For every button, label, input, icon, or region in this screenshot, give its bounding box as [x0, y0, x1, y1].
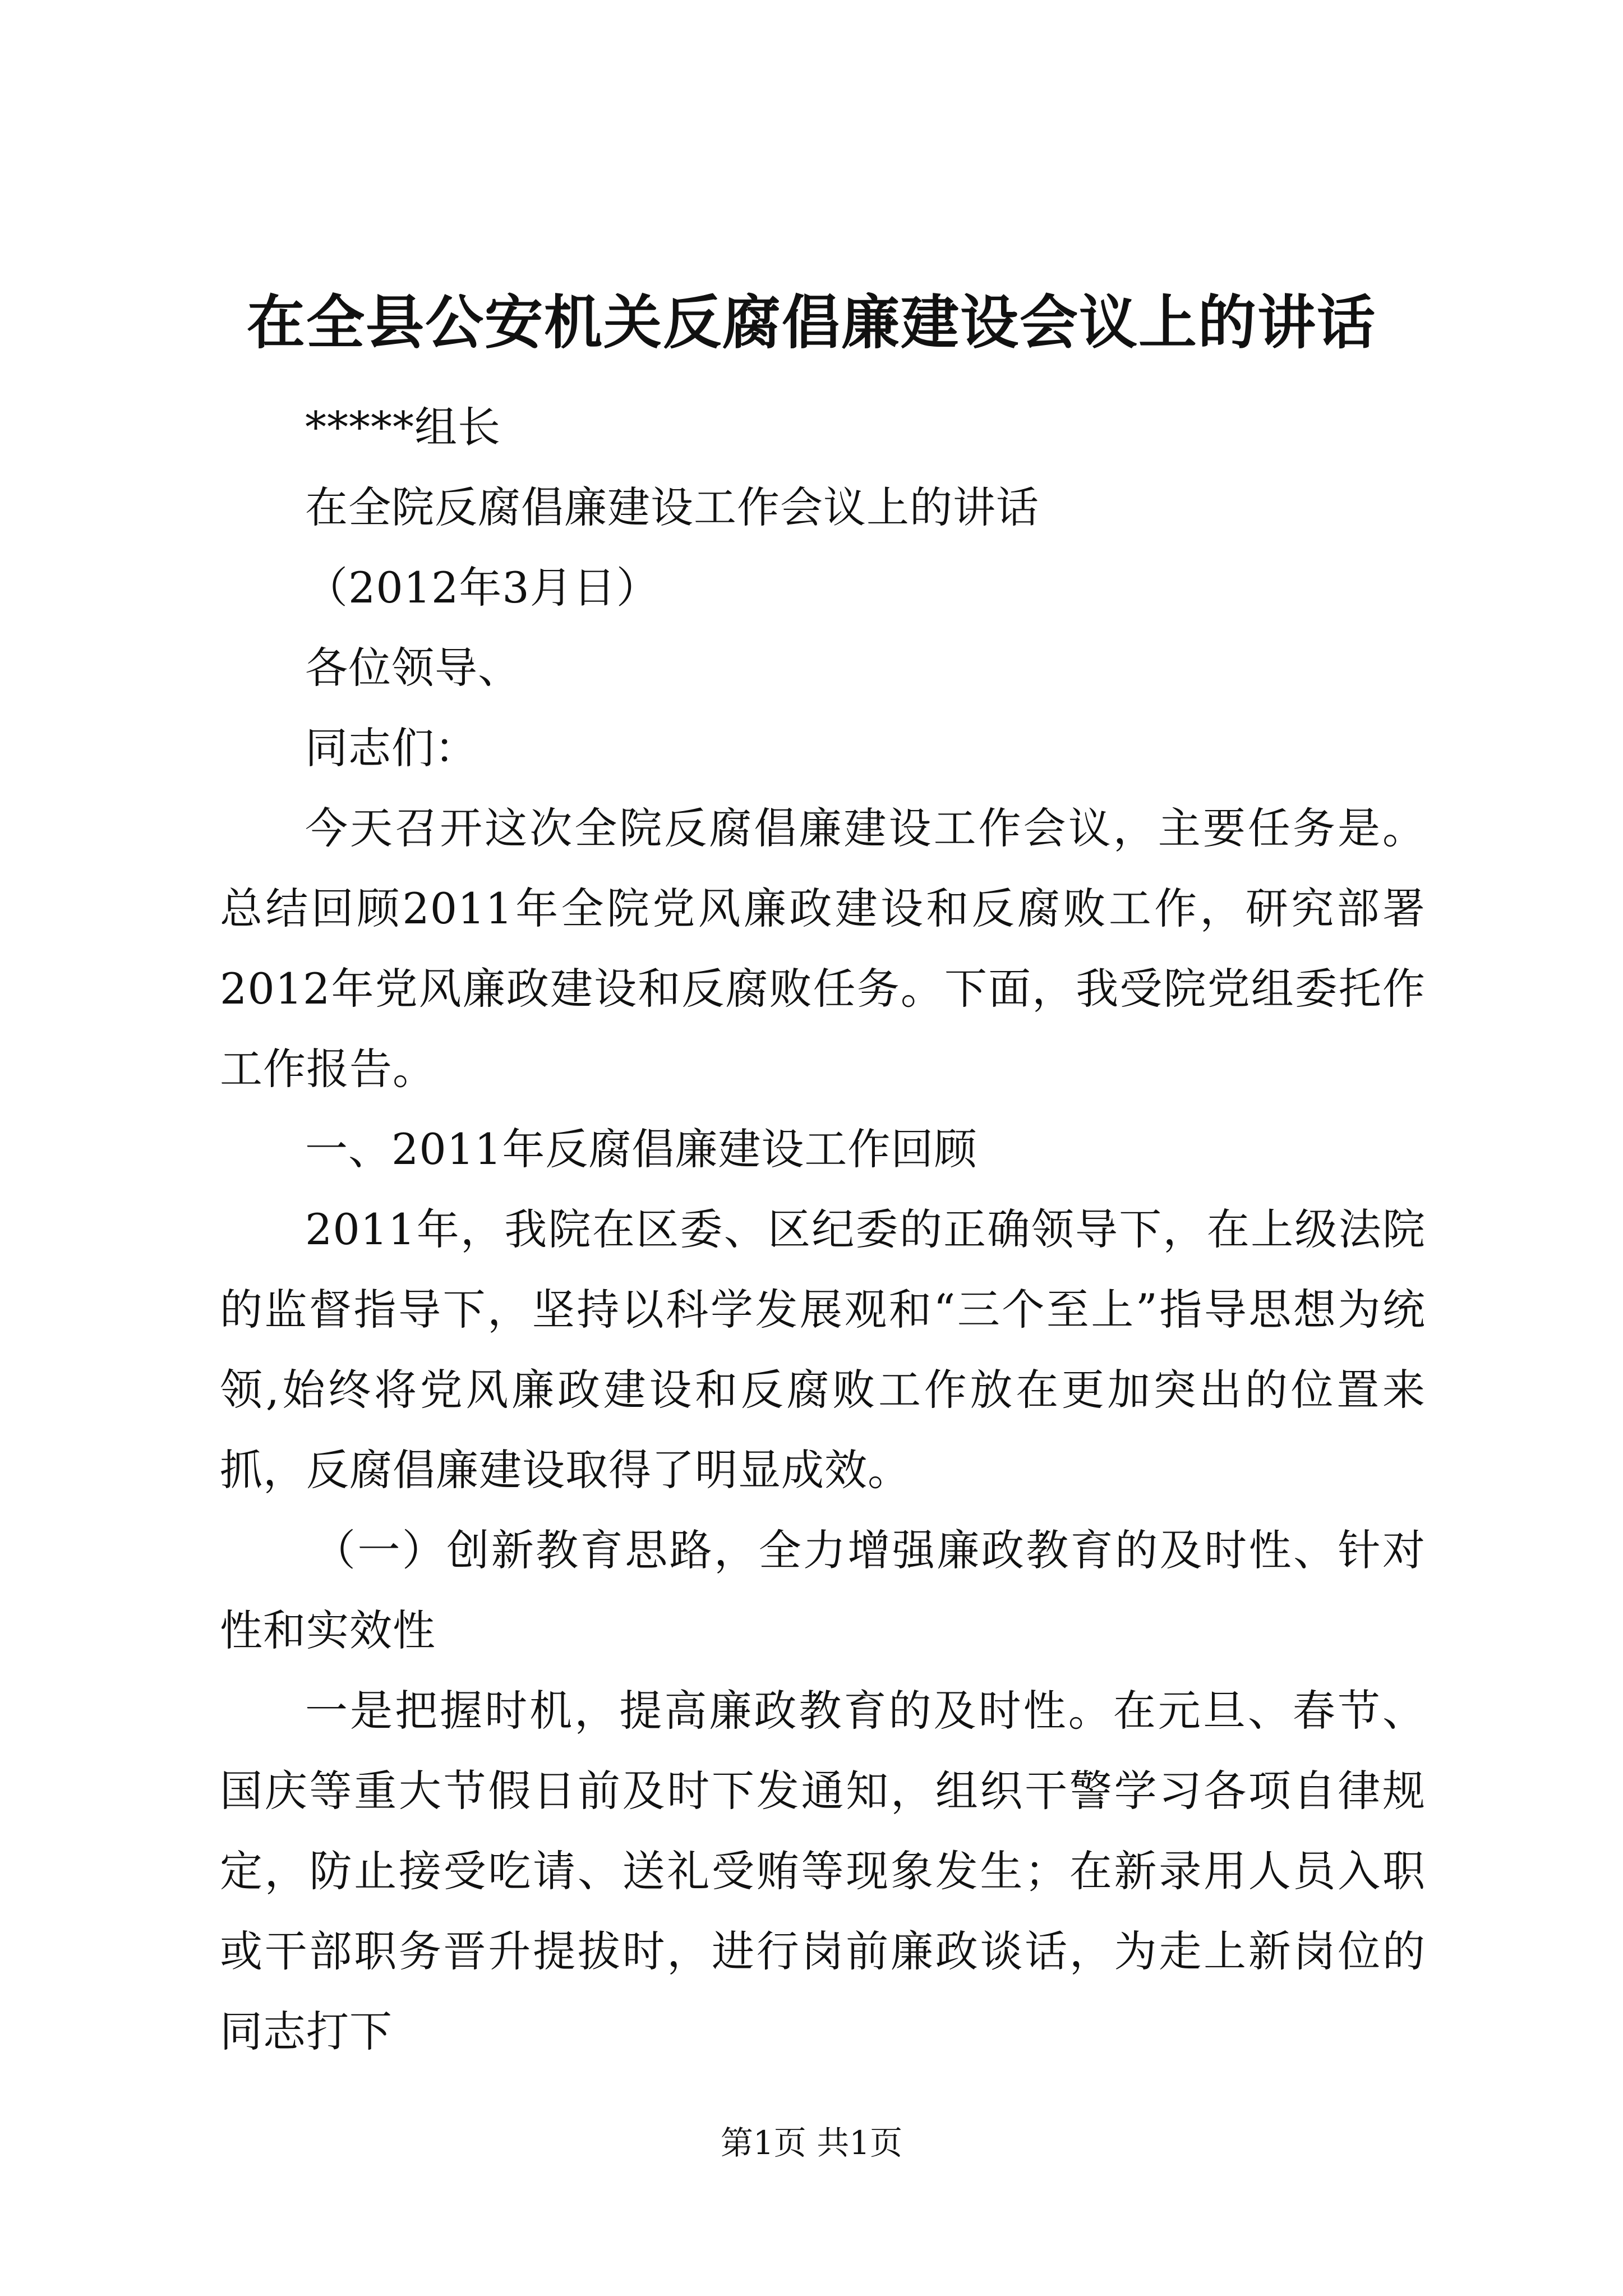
section-heading: 一、2011年反腐倡廉建设工作回顾	[305, 1124, 978, 1174]
paragraph: 一是把握时机，提高廉政教育的及时性。在元旦、春节、国庆等重大节假日前及时下发通知，组织干警学习各项自律规定，防止接受吃请、送礼受贿等现象发生；在新录用人员入职或干部职务晋升提拔时，进行岗前廉政谈话，为走上新岗位的同志打下	[220, 1686, 1426, 2056]
speaker-line: *****组长	[305, 402, 501, 452]
salutation-line-2: 同志们：	[305, 723, 478, 773]
speech-title-line: 在全院反腐倡廉建设工作会议上的讲话	[305, 482, 1039, 532]
document-title: 在全县公安机关反腐倡廉建设会议上的讲话	[246, 288, 1376, 357]
salutation-line-1: 各位领导、	[305, 643, 521, 693]
subsection-heading: （一）创新教育思路，全力增强廉政教育的及时性、针对性和实效性	[220, 1525, 1426, 1655]
paragraph: 今天召开这次全院反腐倡廉建设工作会议，主要任务是。总结回顾2011年全院党风廉政建设和反腐败工作，研究部署2012年党风廉政建设和反腐败任务。下面，我受院党组委托作工作报告。	[220, 803, 1426, 1094]
page-footer: 第1页 共1页	[720, 2124, 903, 2162]
paragraph: 2011年，我院在区委、区纪委的正确领导下，在上级法院的监督指导下，坚持以科学发展观和“三个至上”指导思想为统领,始终将党风廉政建设和反腐败工作放在更加突出的位置来抓，反腐倡廉建设取得了明显成效。	[220, 1204, 1426, 1495]
document-body	[220, 387, 1426, 2072]
date-line: （2012年3月日）	[305, 563, 660, 613]
